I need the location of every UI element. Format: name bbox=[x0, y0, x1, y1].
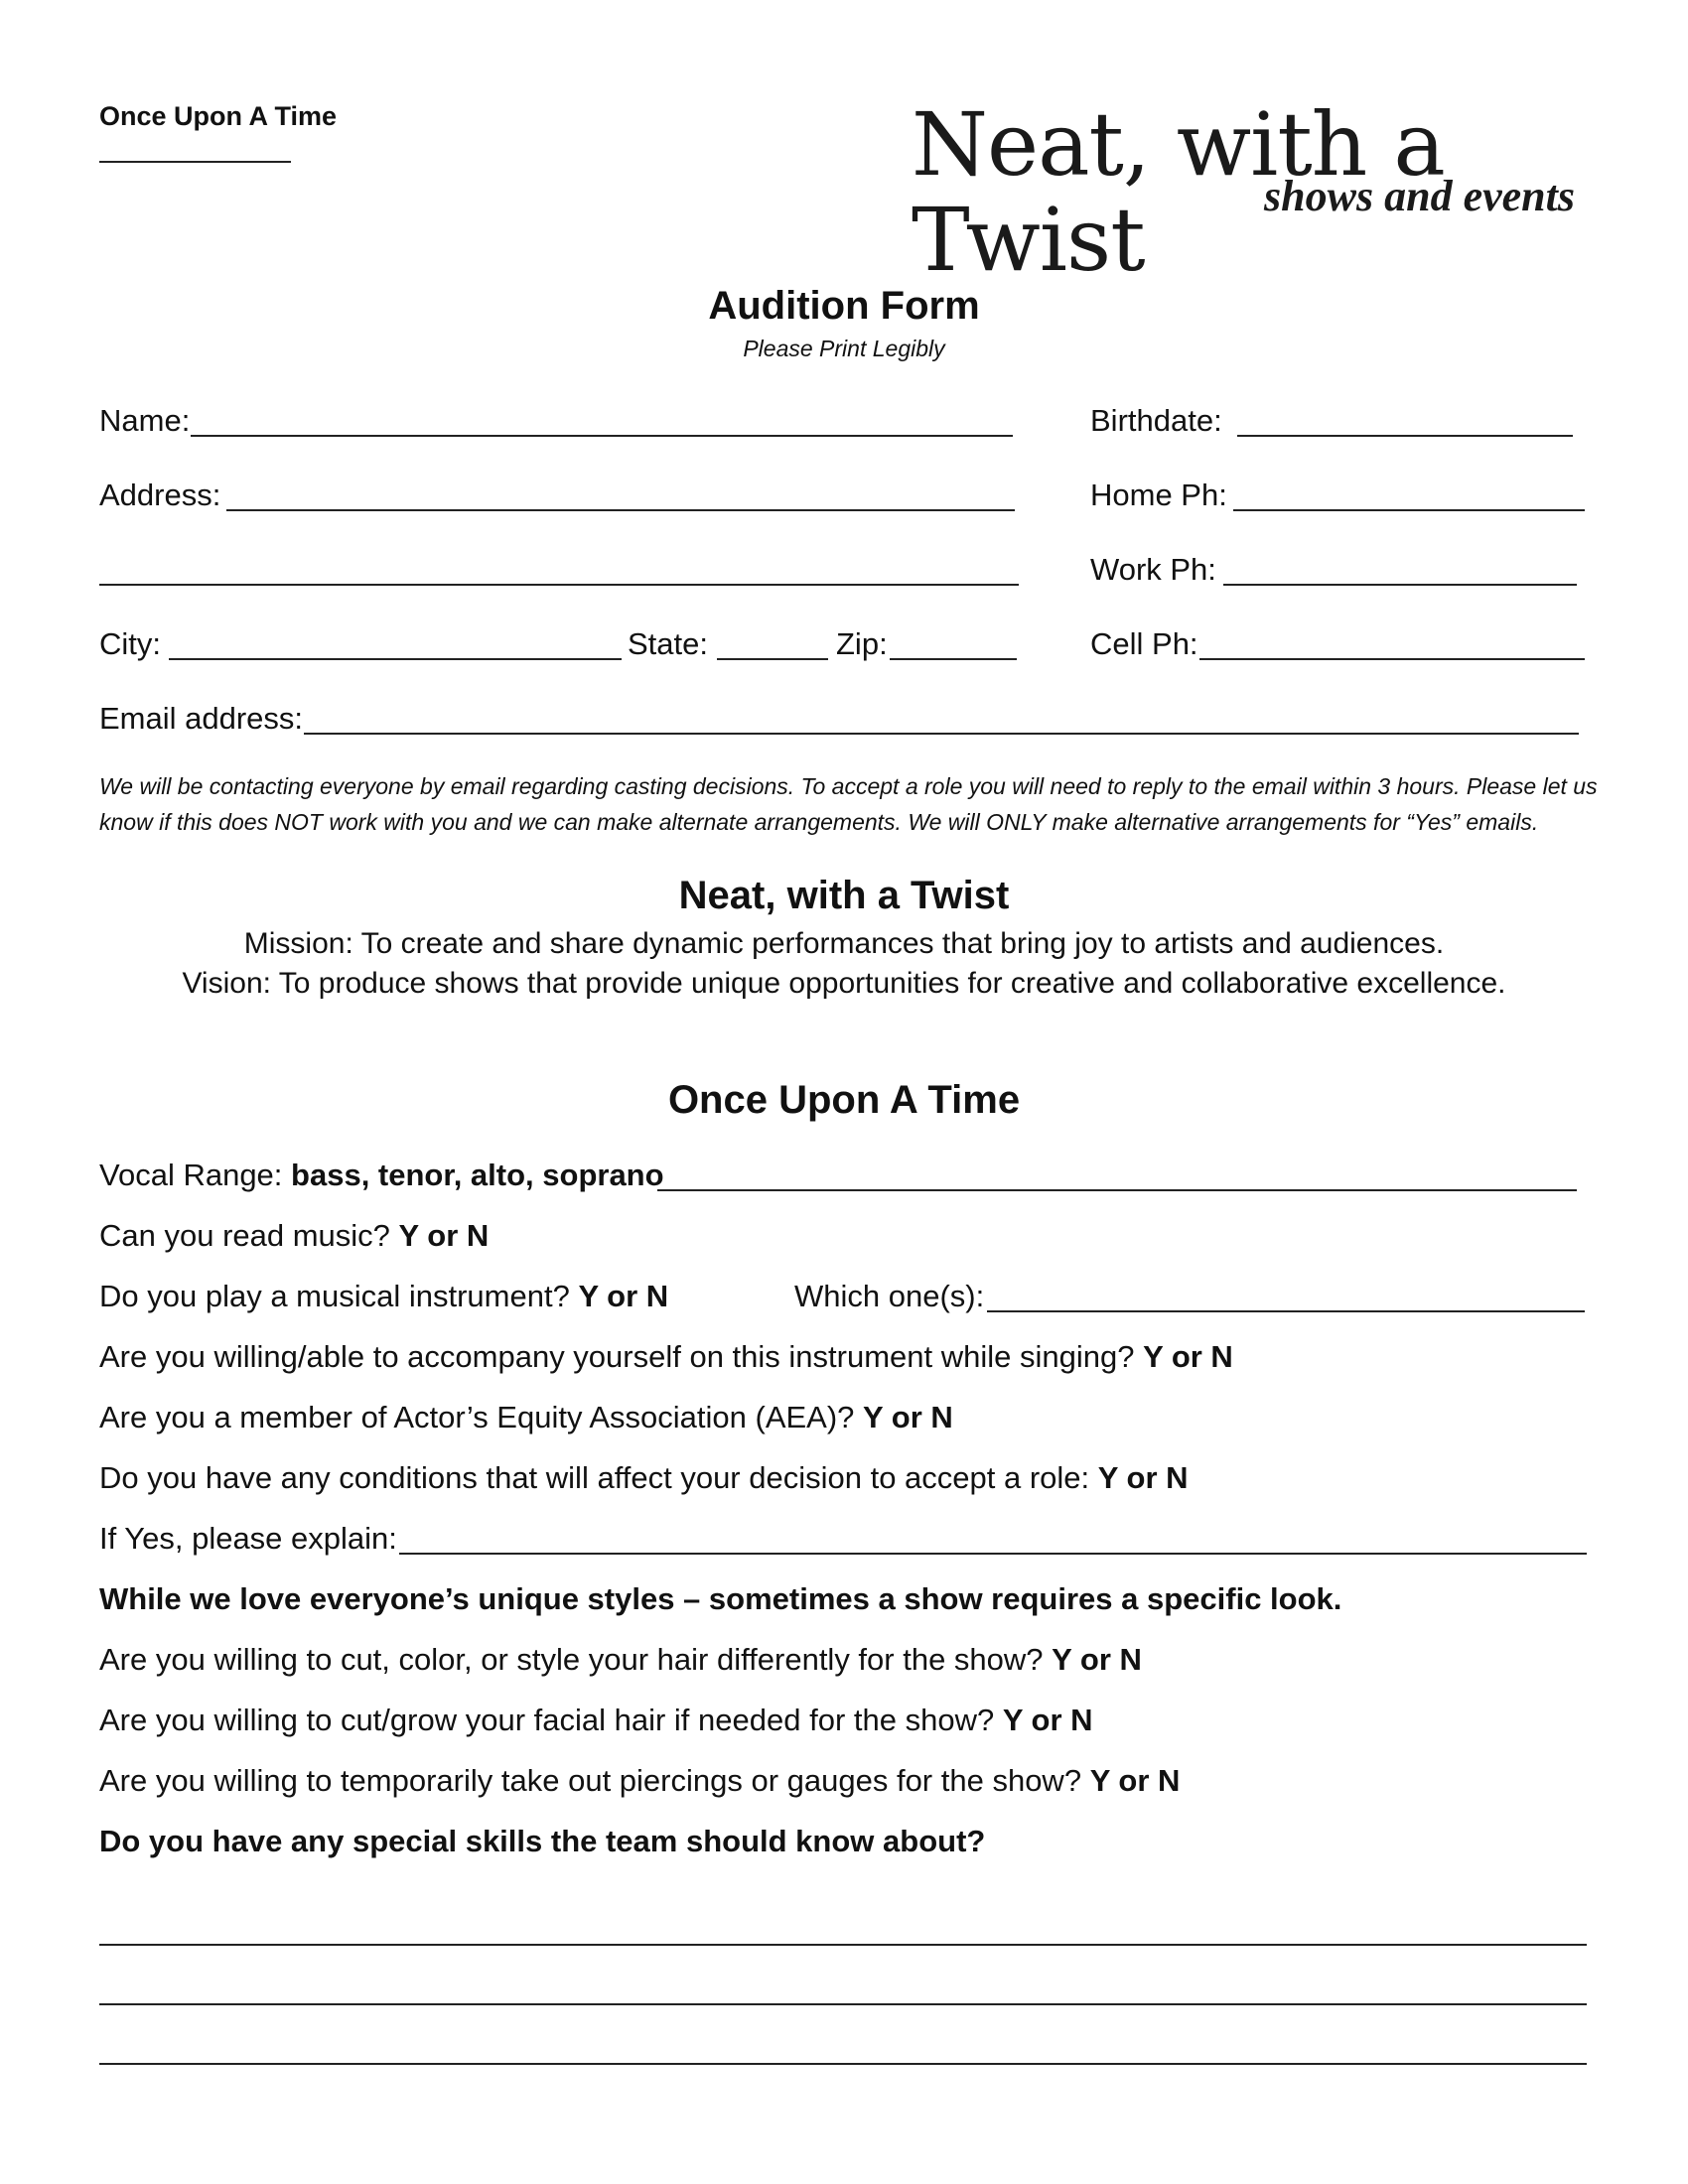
accompany-answer[interactable]: Y or N bbox=[1143, 1339, 1233, 1374]
casting-note: We will be contacting everyone by email regarding casting decisions. To accept a role you will need to reply to the email within 3 hours. Please let us know if this does NOT work with you and we can make alternate arrangements. We will ONLY make alternative arrangements for “Yes” emails. bbox=[99, 773, 1598, 835]
read-music-text: Can you read music? bbox=[99, 1218, 399, 1253]
cell-phone-label: Cell Ph: bbox=[1090, 626, 1198, 661]
instrument-question bbox=[99, 1279, 668, 1314]
home-phone-label: Home Ph: bbox=[1090, 478, 1227, 512]
accompany-question bbox=[99, 1339, 1233, 1375]
address-field[interactable] bbox=[226, 509, 1015, 511]
show-title: Once Upon A Time bbox=[667, 1078, 1021, 1122]
show-label: Once Upon A Time bbox=[99, 101, 338, 131]
form-title: Audition Form bbox=[708, 284, 980, 328]
zip-label: Zip: bbox=[836, 626, 888, 661]
conditions-answer[interactable]: Y or N bbox=[1097, 1460, 1189, 1495]
facial-hair-answer[interactable]: Y or N bbox=[1002, 1703, 1093, 1737]
state-field[interactable] bbox=[717, 658, 828, 660]
city-label: City: bbox=[99, 626, 161, 661]
explain-field[interactable] bbox=[399, 1553, 1587, 1555]
work-phone-field[interactable] bbox=[1223, 584, 1577, 586]
read-music-question bbox=[99, 1218, 489, 1254]
aea-text: Are you a member of Actor’s Equity Association (AEA)? bbox=[99, 1400, 864, 1434]
vocal-range-field[interactable] bbox=[657, 1189, 1577, 1191]
conditions-text: Do you have any conditions that will affect your decision to accept a role: bbox=[99, 1460, 1098, 1495]
address-label: Address: bbox=[99, 478, 221, 512]
name-field[interactable] bbox=[191, 435, 1013, 437]
mission-statement: Mission: To create and share dynamic performances that bring joy to artists and audiences. bbox=[243, 927, 1445, 960]
work-phone-label: Work Ph: bbox=[1090, 552, 1216, 587]
aea-answer[interactable]: Y or N bbox=[863, 1400, 953, 1434]
special-skills-line-1[interactable] bbox=[99, 1944, 1587, 1946]
email-field[interactable] bbox=[304, 733, 1579, 735]
special-skills-line-3[interactable] bbox=[99, 2063, 1587, 2065]
company-name: Neat, with a Twist bbox=[678, 874, 1010, 917]
explain-label: If Yes, please explain: bbox=[99, 1521, 397, 1556]
facial-hair-question bbox=[99, 1703, 1093, 1738]
instrument-text: Do you play a musical instrument? bbox=[99, 1279, 579, 1313]
form-subtitle: Please Print Legibly bbox=[743, 336, 945, 361]
special-skills-line-2[interactable] bbox=[99, 2003, 1587, 2005]
which-ones-label: Which one(s): bbox=[794, 1279, 985, 1313]
city-field[interactable] bbox=[169, 658, 622, 660]
vision-statement: Vision: To produce shows that provide unique opportunities for creative and collaborative excellence. bbox=[182, 967, 1506, 1000]
vocal-range-label: Vocal Range: bbox=[99, 1158, 292, 1192]
piercings-text: Are you willing to temporarily take out piercings or gauges for the show? bbox=[99, 1763, 1090, 1798]
hair-question bbox=[99, 1642, 1142, 1678]
birthdate-field[interactable] bbox=[1237, 435, 1573, 437]
show-label-underline bbox=[99, 161, 291, 163]
instrument-answer[interactable]: Y or N bbox=[578, 1279, 669, 1313]
read-music-answer[interactable]: Y or N bbox=[398, 1218, 490, 1253]
hair-answer[interactable]: Y or N bbox=[1052, 1642, 1142, 1677]
cell-phone-field[interactable] bbox=[1199, 658, 1585, 660]
logo-title: Neat, with a Twist bbox=[912, 93, 1445, 291]
hair-text: Are you willing to cut, color, or style your hair differently for the show? bbox=[99, 1642, 1053, 1677]
vocal-range-options: bass, tenor, alto, soprano bbox=[291, 1158, 664, 1192]
zip-field[interactable] bbox=[890, 658, 1017, 660]
piercings-answer[interactable]: Y or N bbox=[1089, 1763, 1181, 1798]
address-line-2-field[interactable] bbox=[99, 584, 1019, 586]
email-label: Email address: bbox=[99, 701, 304, 736]
piercings-question bbox=[99, 1763, 1180, 1799]
birthdate-label: Birthdate: bbox=[1090, 403, 1222, 438]
special-skills-question: Do you have any special skills the team should know about? bbox=[99, 1824, 986, 1858]
conditions-question bbox=[99, 1460, 1189, 1496]
accompany-text: Are you willing/able to accompany yourself on this instrument while singing? bbox=[99, 1339, 1144, 1374]
look-heading: While we love everyone’s unique styles – sometimes a show requires a specific look. bbox=[99, 1581, 1342, 1616]
name-label: Name: bbox=[99, 403, 191, 438]
home-phone-field[interactable] bbox=[1233, 509, 1585, 511]
aea-question bbox=[99, 1400, 953, 1435]
vocal-range-question bbox=[99, 1158, 664, 1193]
logo-subtitle: shows and events bbox=[1264, 172, 1575, 220]
state-label: State: bbox=[628, 626, 708, 661]
which-ones-field[interactable] bbox=[987, 1310, 1585, 1312]
facial-hair-text: Are you willing to cut/grow your facial hair if needed for the show? bbox=[99, 1703, 1003, 1737]
